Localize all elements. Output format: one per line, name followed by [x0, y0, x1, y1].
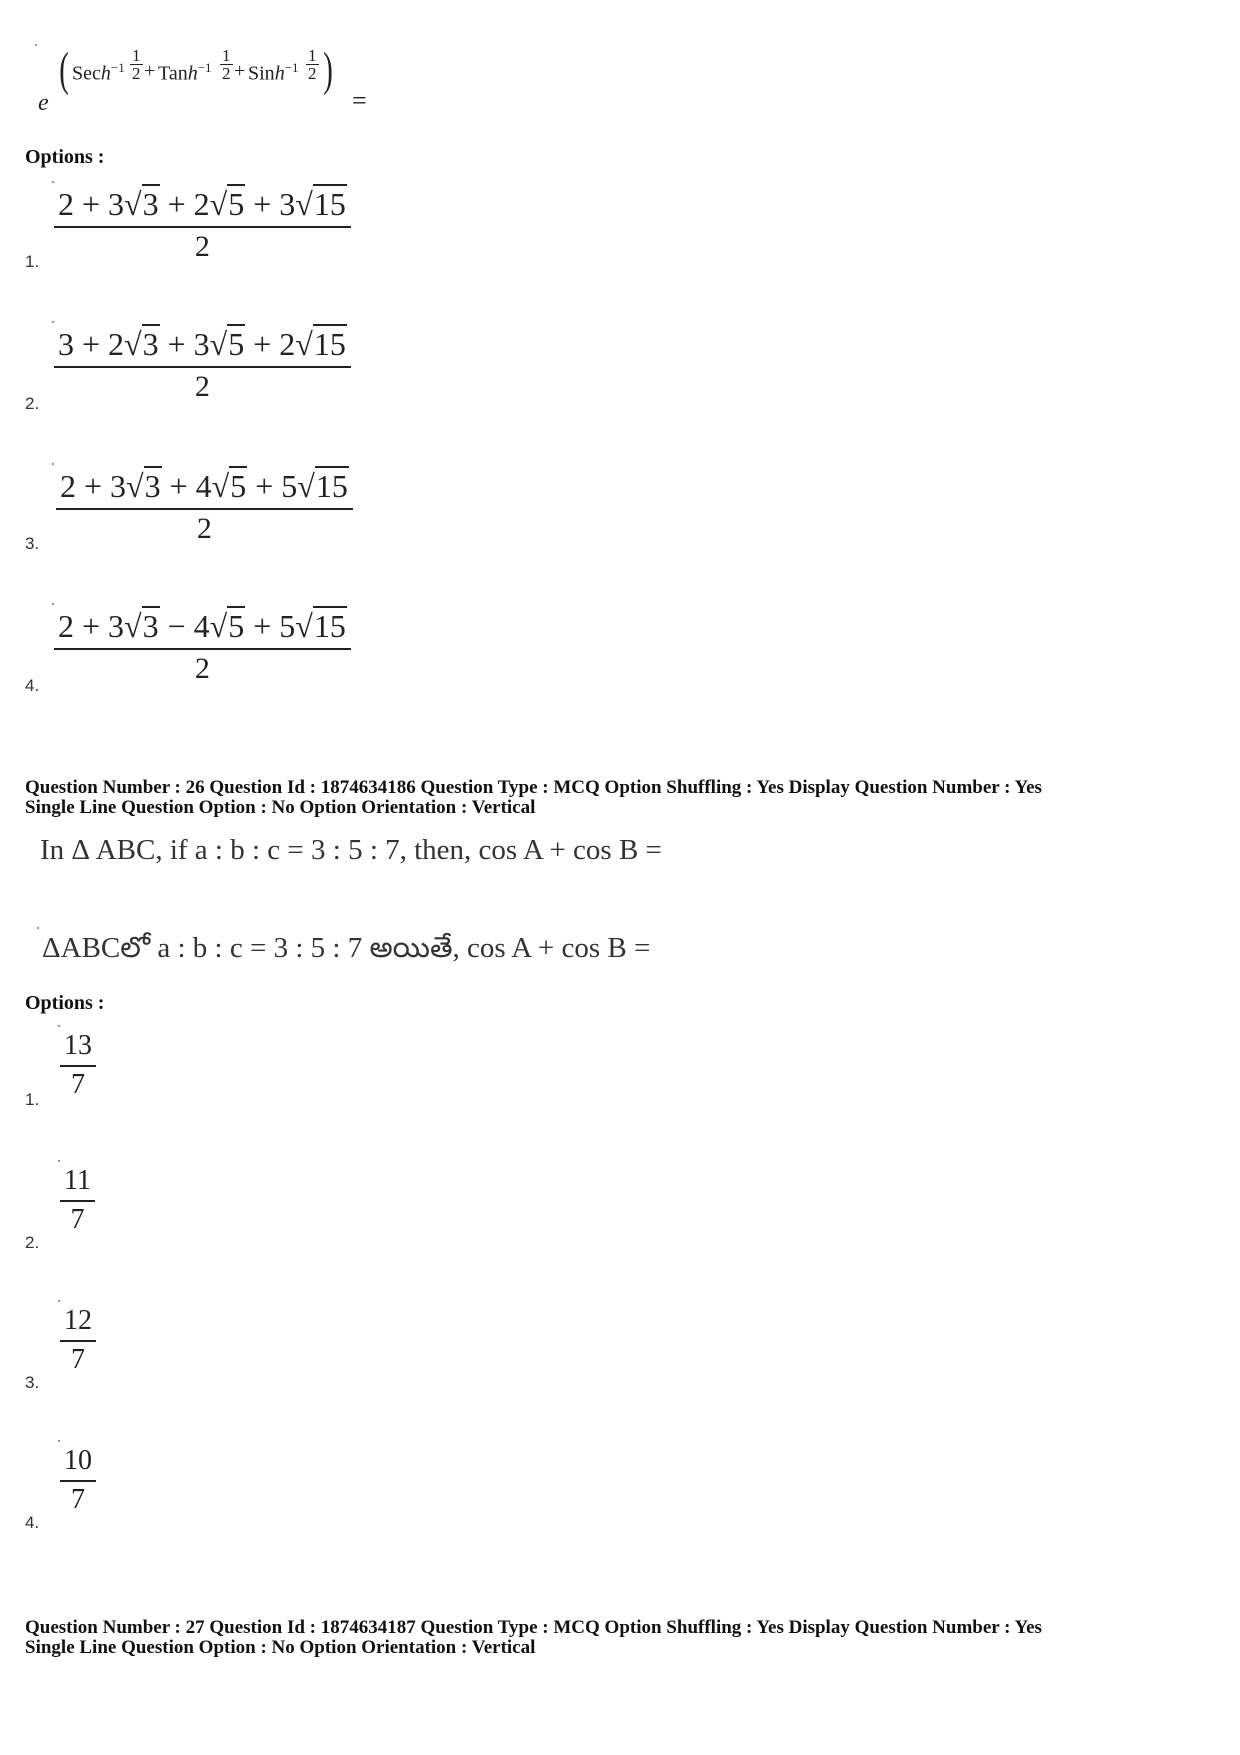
q26-option-2-number: 2. [25, 1233, 40, 1252]
q26-option-4-fraction: $\frac{10}{7}$ [60, 1445, 96, 1516]
q25-option-1-expression: $\frac{2 + 3√3 + 2√5 + 3√15}{2}$ [54, 186, 351, 264]
q25-term-sec: Sech$^{-1}$ [72, 60, 125, 85]
q25-term-tan: Tanh$^{-1}$ [158, 60, 212, 85]
q26-option-1-fraction: $\frac{13}{7}$ [60, 1030, 96, 1101]
q25-equals: = [352, 86, 367, 115]
q25-half-1: 1 2 [132, 46, 141, 83]
q25-option-2-number: 2. [25, 394, 40, 413]
q25-left-paren: ( [59, 43, 69, 96]
q25-option-3-number: 3. [25, 534, 40, 553]
q27-meta-line-2: Single Line Question Option : No Option Orientation : Vertical [25, 1637, 536, 1658]
q25-term-sin: Sinh$^{-1}$ [248, 60, 299, 85]
q25-option-4-number: 4. [25, 676, 40, 695]
q25-options-label: Options : [25, 146, 105, 168]
q25-option-2-expression: $\frac{3 + 2√3 + 3√5 + 2√15}{2}$ [54, 326, 351, 404]
q26-option-4-number: 4. [25, 1513, 40, 1532]
q26-meta-line-1: Question Number : 26 Question Id : 1874634186 Question Type : MCQ Option Shuffling : Yes Display Question Number : Yes [25, 777, 1042, 798]
q26-meta-line-2: Single Line Question Option : No Option Orientation : Vertical [25, 797, 536, 818]
q26-option-3-number: 3. [25, 1373, 40, 1392]
q26-option-3-fraction: $\frac{12}{7}$ [60, 1305, 96, 1376]
q25-right-paren: ) [323, 43, 333, 96]
q27-meta-line-1: Question Number : 27 Question Id : 1874634187 Question Type : MCQ Option Shuffling : Yes Display Question Number : Yes [25, 1617, 1042, 1638]
q25-half-2: 1 2 [222, 46, 231, 83]
q26-stem-english: In Δ ABC, if a : b : c = 3 : 5 : 7, then, cos A + cos B = [40, 834, 662, 866]
q25-option-1-number: 1. [25, 252, 40, 271]
q25-stem [30, 40, 410, 120]
q26-stem-telugu: ΔABCలో a : b : c = 3 : 5 : 7 అయితే, cos A + cos B = [42, 932, 651, 964]
q25-plus-2: + [234, 60, 246, 82]
q25-plus-1: + [144, 60, 156, 82]
q25-half-3: 1 2 [308, 46, 317, 83]
q25-option-3-expression: $\frac{2 + 3√3 + 4√5 + 5√15}{2}$ [56, 468, 353, 546]
q25-option-4-expression: $\frac{2 + 3√3 - 4√5 + 5√15}{2}$ [54, 608, 351, 686]
q26-option-2-fraction: $\frac{11}{7}$ [60, 1165, 95, 1236]
q26-option-1-number: 1. [25, 1090, 40, 1109]
q26-options-label: Options : [25, 992, 105, 1014]
q25-stem-base: e [38, 90, 49, 116]
